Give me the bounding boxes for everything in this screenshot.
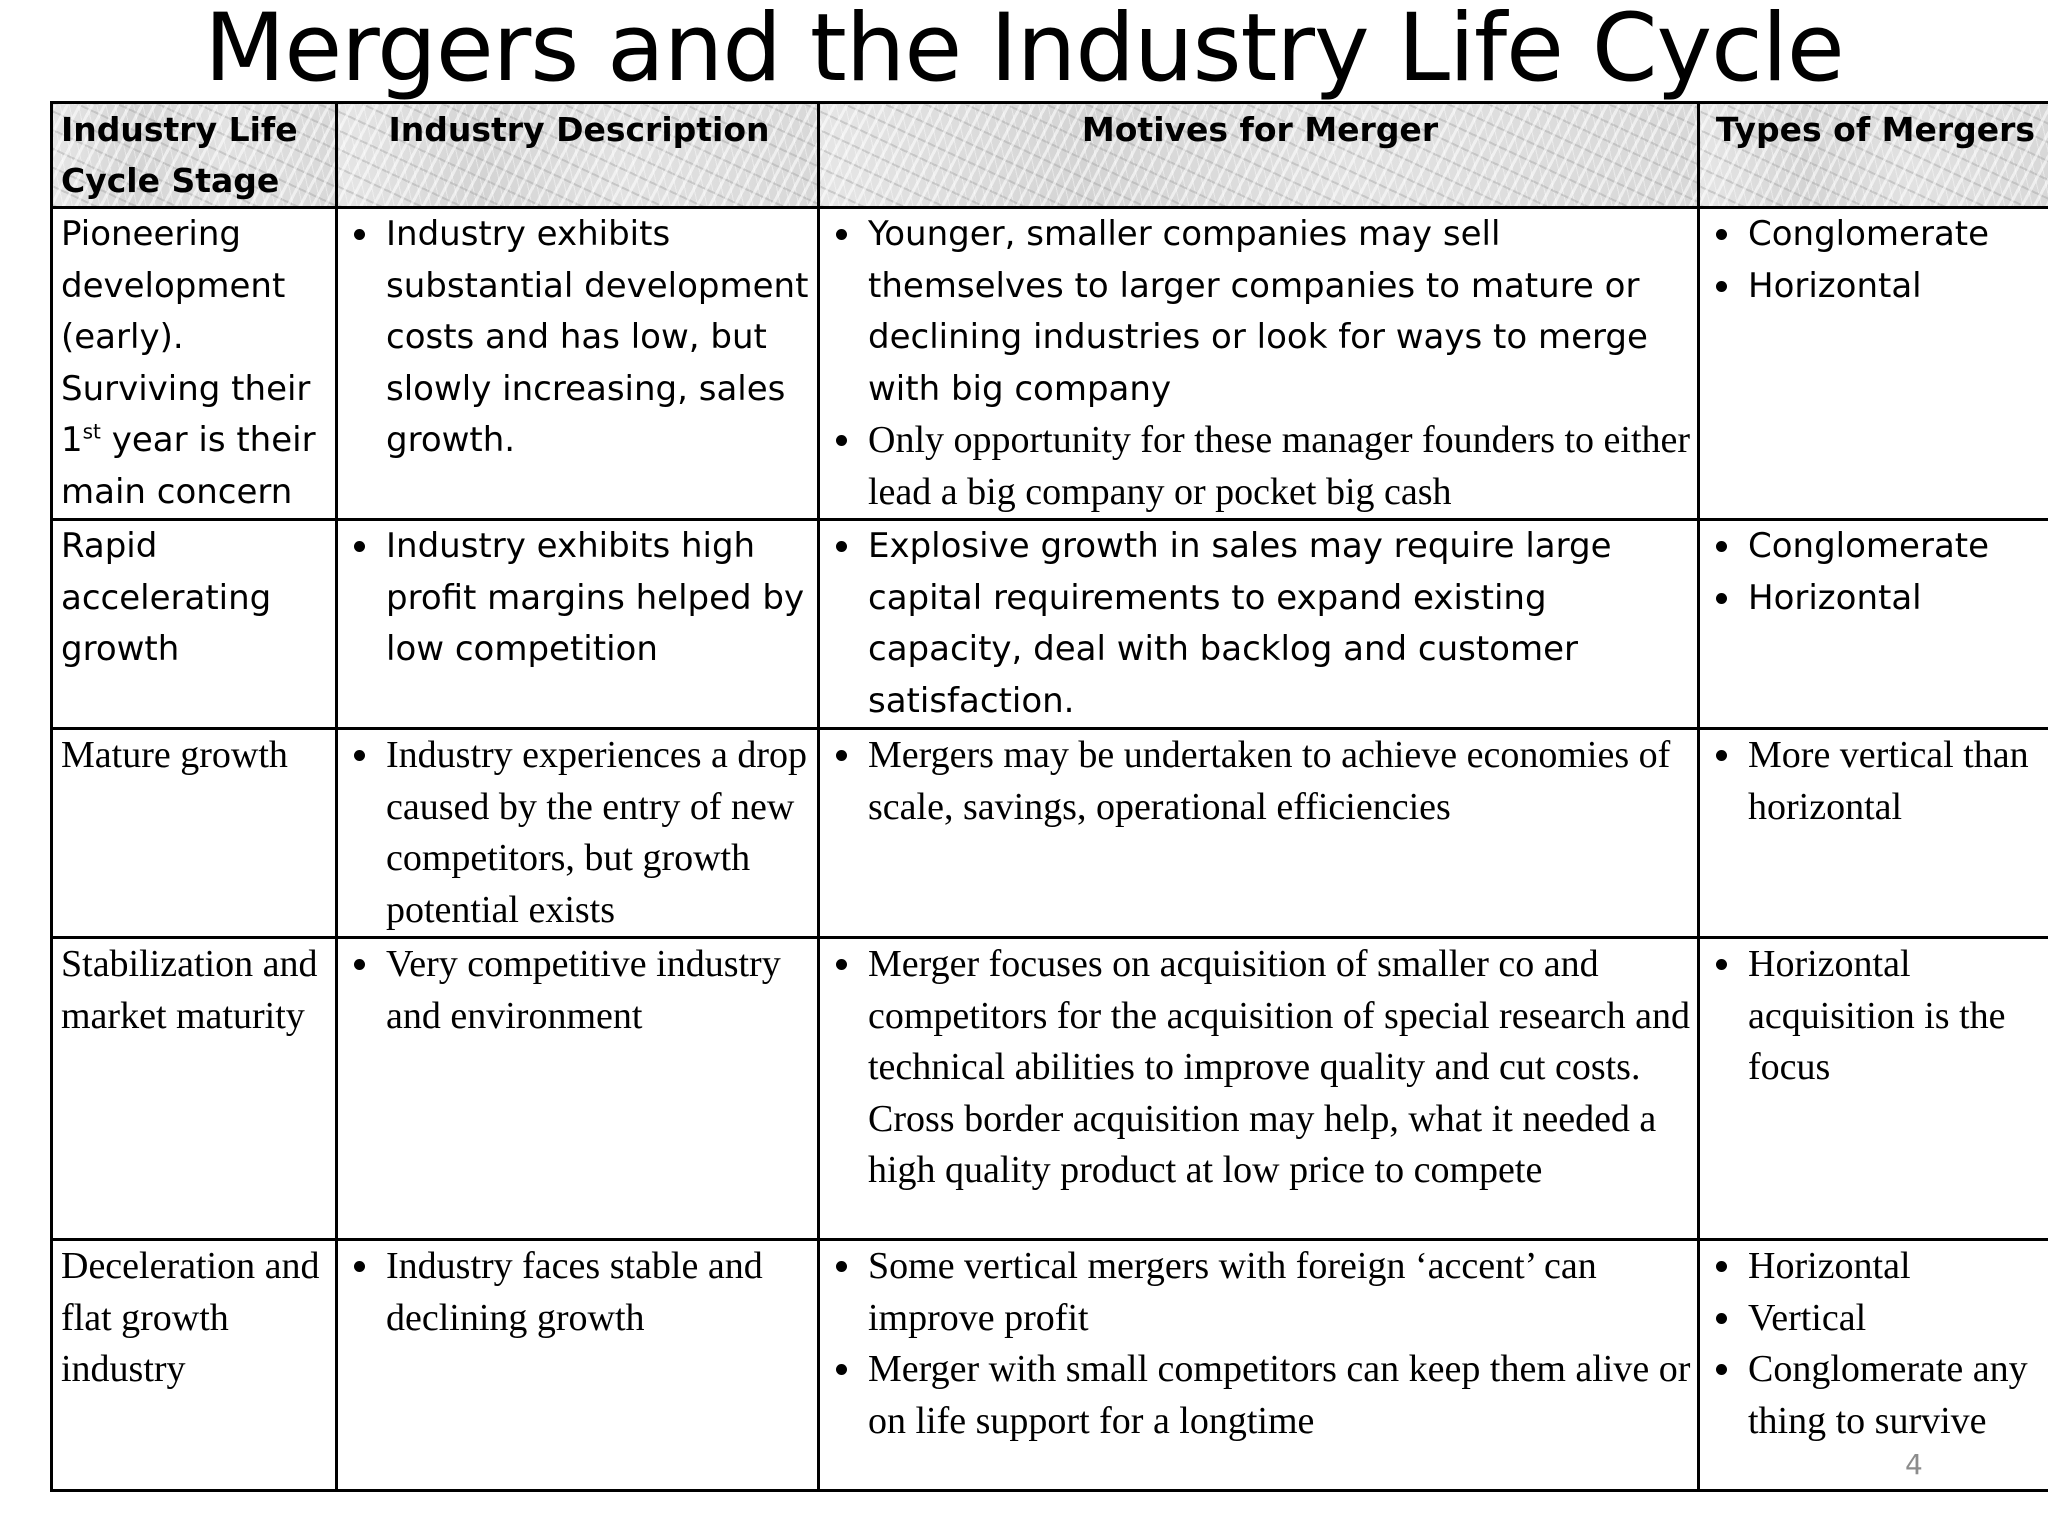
header-description: Industry Description <box>337 103 819 208</box>
types-cell <box>1699 520 2048 729</box>
list-item: Merger with small competitors can keep them alive or on life support for a longtime <box>828 1344 1692 1447</box>
stage-cell: Rapid accelerating growth <box>52 520 337 729</box>
types-cell <box>1699 1240 2048 1491</box>
description-cell <box>337 1240 819 1491</box>
table-row <box>52 938 2048 1240</box>
table-row <box>52 729 2048 938</box>
list-item: Industry experiences a drop caused by the entry of new competitors, but growth potential exists <box>346 730 812 936</box>
stage-cell <box>52 208 337 520</box>
list-item: Conglomerate <box>1708 521 2043 573</box>
list-item: Very competitive industry and environment <box>346 939 812 1042</box>
list-item: Merger focuses on acquisition of smaller co and competitors for the acquisition of special research and technical abilities to improve quality and cut costs. Cross border acquisition may help, what it needed a high quality product at low price to compete <box>828 939 1692 1197</box>
description-cell <box>337 520 819 729</box>
list-item: Some vertical mergers with foreign ‘accent’ can improve profit <box>828 1241 1692 1344</box>
stage-cell: Deceleration and flat growth industry <box>52 1240 337 1491</box>
list-item: Horizontal <box>1708 573 2043 625</box>
list-item: Mergers may be undertaken to achieve economies of scale, savings, operational efficiencies <box>828 730 1692 833</box>
stage-text-end: year is their main concern <box>61 420 316 512</box>
life-cycle-table <box>50 101 2048 1492</box>
list-item: Only opportunity for these manager founders to either lead a big company or pocket big cash <box>828 415 1692 518</box>
slide-title: Mergers and the Industry Life Cycle <box>204 0 1844 103</box>
motives-cell <box>819 208 1699 520</box>
header-motives: Motives for Merger <box>819 103 1699 208</box>
list-item: Conglomerate <box>1708 209 2043 261</box>
types-cell <box>1699 208 2048 520</box>
list-item: Horizontal <box>1708 1241 2043 1293</box>
types-cell <box>1699 938 2048 1240</box>
stage-cell: Stabilization and market maturity <box>52 938 337 1240</box>
stage-text: Pioneering development (early). Surviving their 1 <box>61 214 311 460</box>
list-item: Horizontal <box>1708 261 2043 313</box>
table-row <box>52 208 2048 520</box>
description-cell <box>337 208 819 520</box>
header-stage-label: Industry Life Cycle Stage <box>61 110 298 200</box>
table-row <box>52 1240 2048 1491</box>
list-item: Conglomerate any thing to survive <box>1708 1344 2043 1447</box>
page-number: 4 <box>1905 1448 1923 1481</box>
table-header-row <box>52 103 2048 208</box>
header-types: Types of Mergers <box>1699 103 2048 208</box>
motives-cell <box>819 520 1699 729</box>
list-item: Industry exhibits substantial development costs and has low, but slowly increasing, sales growth. <box>346 209 812 467</box>
list-item: Horizontal acquisition is the focus <box>1708 939 2043 1094</box>
table-row <box>52 520 2048 729</box>
motives-cell <box>819 1240 1699 1491</box>
motives-cell <box>819 938 1699 1240</box>
types-cell <box>1699 729 2048 938</box>
stage-cell: Mature growth <box>52 729 337 938</box>
list-item: Vertical <box>1708 1293 2043 1345</box>
motives-cell <box>819 729 1699 938</box>
list-item: Industry faces stable and declining growth <box>346 1241 812 1344</box>
list-item: Industry exhibits high profit margins helped by low competition <box>346 521 812 676</box>
list-item: More vertical than horizontal <box>1708 730 2043 833</box>
list-item: Explosive growth in sales may require large capital requirements to expand existing capacity, deal with backlog and customer satisfaction. <box>828 521 1692 727</box>
description-cell <box>337 938 819 1240</box>
description-cell <box>337 729 819 938</box>
header-stage <box>52 103 337 208</box>
list-item: Younger, smaller companies may sell themselves to larger companies to mature or declining industries or look for ways to merge with big company <box>828 209 1692 415</box>
stage-superscript: st <box>82 419 101 444</box>
